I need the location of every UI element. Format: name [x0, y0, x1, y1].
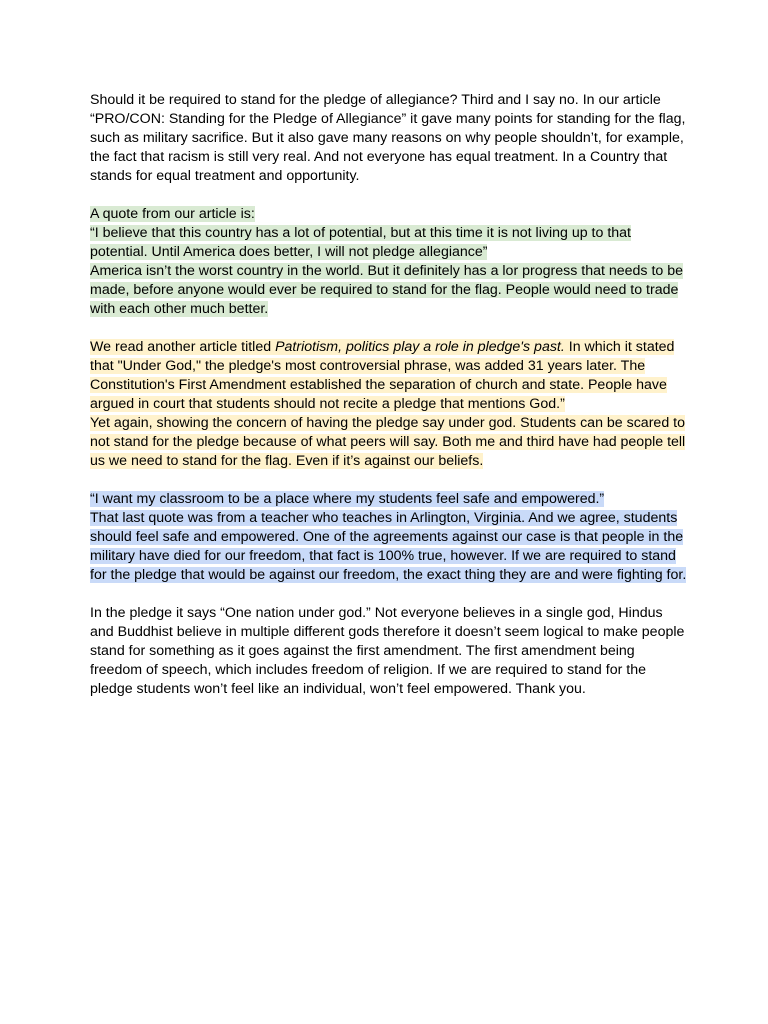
paragraph-spacer	[90, 319, 690, 338]
yellow-highlight-response: Yet again, showing the concern of having the pledge say under god. Students can be scared to not stand for the pledge because of what peers will say. Both me and third have had people tell us we need to stand for the flag. Even if it’s against our beliefs.	[90, 415, 686, 469]
article-title: Patriotism, politics play a role in pledge's past.	[275, 339, 565, 355]
paragraph-teacher-quote	[90, 490, 690, 509]
green-highlight-quote: “I believe that this country has a lot of potential, but at this time it is not living up to that potential. Until America does better, I will not pledge allegiance”	[90, 225, 631, 260]
blue-highlight-response: That last quote was from a teacher who teaches in Arlington, Virginia. And we agree, students should feel safe and empowered. One of the agreements against our case is that people in the military have died for our freedom, that fact is 100% true, however. If we are required to stand for the pledge that would be against our freedom, the exact thing they are and were fighting for.	[90, 510, 687, 583]
yellow-highlight-rest: In which it stated that "Under God," the pledge's most controversial phrase, was added 31 years later. The Constitution's First Amendment established the separation of church and state. People have argued in court that students should not recite a pledge that mentions God.”	[90, 339, 675, 412]
paragraph-conclusion: In the pledge it says “One nation under god.” Not everyone believes in a single god, Hindus and Buddhist believe in multiple different gods therefore it doesn’t seem logical to make people stand for something as it goes against the first amendment. The first amendment being freedom of speech, which includes freedom of religion. If we are required to stand for the pledge students won’t feel like an individual, won’t feel empowered. Thank you.	[90, 605, 685, 697]
paragraph-spacer	[90, 471, 690, 490]
paragraph-quote-intro	[90, 205, 690, 224]
blue-highlight-quote: “I want my classroom to be a place where my students feel safe and empowered.”	[90, 491, 605, 507]
green-highlight-response: America isn’t the worst country in the world. But it definitely has a lor progress that needs to be made, before anyone would ever be required to stand for the flag. People would need to trade with each other much better.	[90, 263, 684, 317]
paragraph-quote-response	[90, 262, 690, 319]
paragraph-intro: Should it be required to stand for the pledge of allegiance? Third and I say no. In our article “PRO/CON: Standing for the Pledge of Allegiance” it gave many points for standing for the flag, such as military sacrifice. But it also gave many reasons on why people shouldn’t, for example, the fact that racism is still very real. And not everyone has equal treatment. In a Country that stands for equal treatment and opportunity.	[90, 92, 686, 184]
yellow-highlight-lead: We read another article titled	[90, 339, 276, 355]
paragraph-article-quote	[90, 224, 690, 262]
paragraph-second-article	[90, 338, 690, 414]
green-highlight-intro: A quote from our article is:	[90, 206, 255, 222]
paragraph-teacher-response	[90, 509, 690, 585]
paragraph-second-response	[90, 414, 690, 471]
document-body	[90, 91, 690, 699]
paragraph-spacer	[90, 585, 690, 604]
paragraph-spacer	[90, 186, 690, 205]
